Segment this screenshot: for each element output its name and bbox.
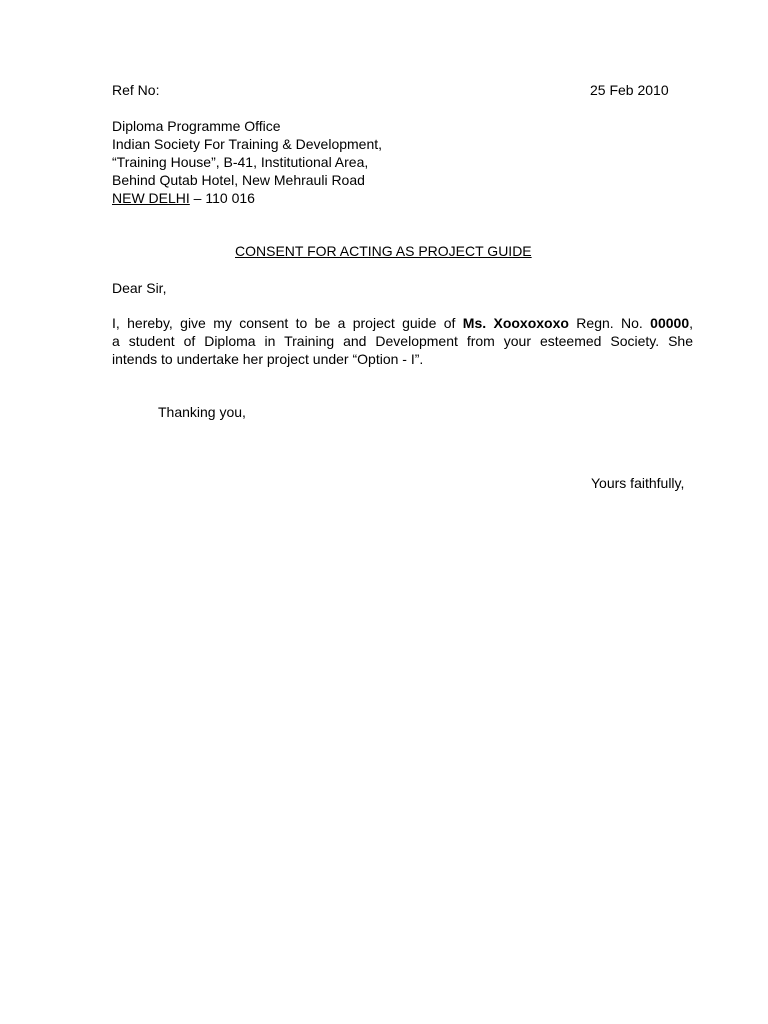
body-paragraph xyxy=(112,314,693,368)
body-text-regn: Regn. No. xyxy=(568,315,651,331)
registration-number: 00000 xyxy=(650,315,690,331)
address-line-city xyxy=(112,189,382,207)
body-text-comma: , xyxy=(689,315,693,331)
student-name: Ms. Xooxoxoxo xyxy=(462,315,569,331)
body-line-2: a student of Diploma in Training and Development from your esteemed Society. She xyxy=(112,333,693,349)
closing-line: Yours faithfully, xyxy=(591,475,685,491)
ref-number-label: Ref No: xyxy=(112,82,160,98)
address-line-office: Diploma Programme Office xyxy=(112,118,281,134)
body-line-3: intends to undertake her project under “Option - I”. xyxy=(112,351,424,367)
address-city: NEW DELHI xyxy=(112,190,190,206)
address-pin: – 110 016 xyxy=(189,190,255,206)
thanks-line: Thanking you, xyxy=(158,404,246,420)
salutation: Dear Sir, xyxy=(112,280,167,296)
letter-date: 25 Feb 2010 xyxy=(590,82,669,98)
address-line-building: “Training House”, B-41, Institutional Area, xyxy=(112,154,369,170)
address-line-road: Behind Qutab Hotel, New Mehrauli Road xyxy=(112,172,365,188)
recipient-address xyxy=(112,117,382,207)
letter-subject: CONSENT FOR ACTING AS PROJECT GUIDE xyxy=(235,243,532,259)
body-line-1 xyxy=(112,314,693,332)
address-line-society: Indian Society For Training & Development, xyxy=(112,136,383,152)
body-text-intro: I, hereby, give my consent to be a project guide of xyxy=(112,315,463,331)
